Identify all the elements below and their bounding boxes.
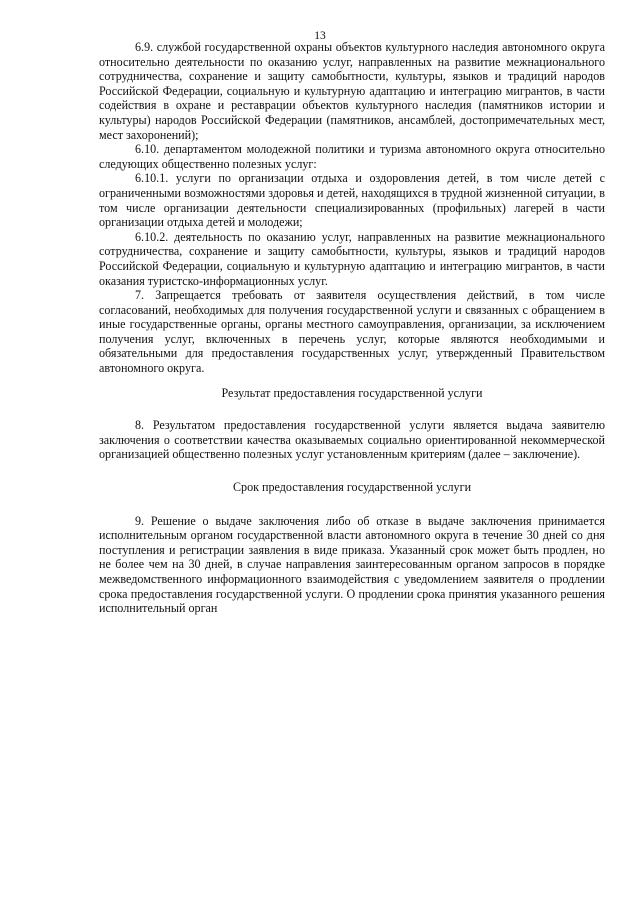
- paragraph-6-10-1: 6.10.1. услуги по организации отдыха и оздоровления детей, в том числе детей с ограниченными возможностями здоровья и детей, находящихся в трудной жизненной ситуации, в том числе организации деятельности специализированных (профильных) лагерей в части организации отдыха детей и молодежи;: [99, 171, 605, 230]
- section-heading-result: Результат предоставления государственной услуги: [221, 385, 483, 400]
- paragraph-9: 9. Решение о выдаче заключения либо об отказе в выдаче заключения принимается исполнительным органом государственной власти автономного округа в течение 30 дней со дня поступления и регистрации заявления в виде приказа. Указанный срок может быть продлен, но не более чем на 30 дней, в случае направления заинтересованным органом запросов в порядке межведомственного информационного взаимодействия с уведомлением заявителя о продлении срока предоставления государственной услуги. О продлении срока принятия указанного решения исполнительный орган: [99, 513, 605, 616]
- document-body: [99, 40, 605, 616]
- paragraph-6-9: 6.9. службой государственной охраны объектов культурного наследия автономного округа относительно деятельности по оказанию услуг, направленных на развитие межнационального сотрудничества, сохранение и защиту самобытности, культуры, языков и традиций народов Российской Федерации, социальную и культурную адаптацию и интеграцию мигрантов, в части содействия в охране и реставрации объектов культурного наследия (памятников истории и культуры) народов Российской Федерации (памятников, ансамблей, достопримечательных мест, мест захоронений);: [99, 40, 605, 142]
- paragraph-6-10: 6.10. департаментом молодежной политики и туризма автономного округа относительно следующих общественно полезных услуг:: [99, 142, 605, 171]
- paragraph-7: 7. Запрещается требовать от заявителя осуществления действий, в том числе согласований, необходимых для получения государственной услуги и связанных с обращением в иные государственные органы, органы местного самоуправления, организации, за исключением получения услуг, включенных в перечень услуг, которые являются необходимыми и обязательными для предоставления государственных услуг, утвержденный Правительством автономного округа.: [99, 288, 605, 376]
- paragraph-6-10-2: 6.10.2. деятельность по оказанию услуг, направленных на развитие межнационального сотрудничества, сохранение и защиту самобытности, культуры, языков и традиций народов Российской Федерации, социальную и культурную адаптацию и интеграцию мигрантов, в части оказания туристско-информационных услуг.: [99, 229, 605, 288]
- paragraph-8: 8. Результатом предоставления государственной услуги является выдача заявителю заключения о соответствии качества оказываемых социально ориентированной некоммерческой организацией общественно полезных услуг установленным критериям (далее – заключение).: [99, 418, 605, 462]
- section-heading-term: Срок предоставления государственной услуги: [232, 480, 472, 495]
- page-number: 13: [314, 30, 326, 42]
